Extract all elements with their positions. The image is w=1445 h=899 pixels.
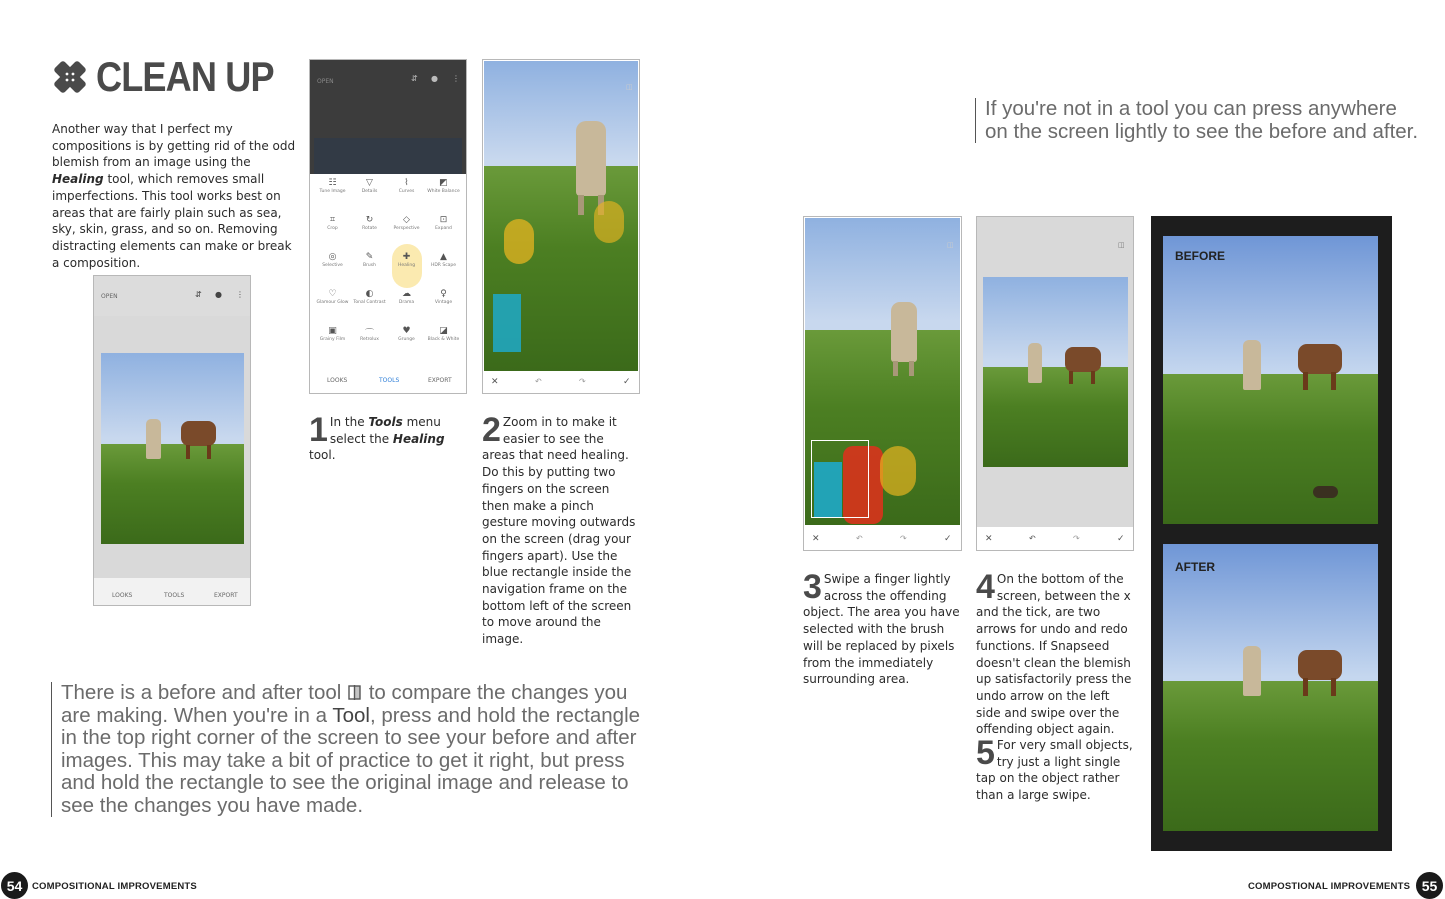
step-number: 2: [482, 411, 501, 449]
close-icon[interactable]: ✕: [491, 377, 499, 387]
intro-text-1: Another way that I perfect my compositions is by getting rid of the odd blemish from an image using the: [52, 122, 296, 170]
swipe-photo: [805, 218, 960, 525]
white-balance-icon: ◩: [439, 178, 448, 188]
step-number: 4: [976, 568, 995, 606]
tool-label: Rotate: [362, 226, 377, 231]
tool-label: Vintage: [434, 300, 453, 305]
tool-label: Crop: [327, 226, 338, 231]
tool-label: Tonal Contrast: [353, 300, 386, 305]
tab-export[interactable]: EXPORT: [214, 592, 238, 599]
compare-icon[interactable]: ◫: [1118, 241, 1125, 249]
step-1: [309, 411, 469, 464]
heal-mark-yellow: [880, 446, 916, 496]
tab-looks[interactable]: LOOKS: [327, 377, 348, 384]
undo-icon[interactable]: ↶: [856, 534, 863, 543]
tool-label: Grainy Film: [319, 337, 346, 342]
tab-tools[interactable]: TOOLS: [164, 592, 185, 599]
step-5: [976, 734, 1134, 804]
intro-text-2: tool, which removes small imperfections. This tool works best on areas that are fairly plain such as sea, sky, skin, grass, and so on. Removing distracting elements can make or break a composition.: [52, 172, 292, 270]
step-text: For very small objects, try just a light single tap on the object rather than a large swipe.: [976, 738, 1133, 803]
navigation-frame: [811, 440, 869, 518]
brush-icon: ✎: [365, 252, 374, 262]
phone-zoom-screen: [482, 59, 640, 394]
tool-label: Black & White: [427, 337, 460, 342]
tool-word: Tool: [332, 703, 370, 727]
apply-icon[interactable]: ✓: [944, 534, 952, 544]
tool-grainy-film[interactable]: [314, 326, 351, 342]
apply-icon[interactable]: ✓: [623, 377, 631, 387]
retrolux-icon: ⌒: [364, 329, 374, 339]
page-title: [52, 55, 303, 99]
info-icon[interactable]: ●: [215, 290, 222, 299]
tool-label: Brush: [363, 263, 376, 268]
tool-selective[interactable]: [314, 252, 351, 268]
tools-grid: [314, 178, 464, 368]
grunge-icon: ♥: [402, 326, 411, 336]
step-number: 5: [976, 734, 995, 772]
tool-rotate[interactable]: [351, 215, 388, 231]
step-number: 1: [309, 411, 328, 449]
info-icon[interactable]: ●: [431, 74, 438, 83]
hdr-icon: ▲: [440, 252, 447, 262]
step-text: menu select the: [329, 415, 441, 446]
step-3: [803, 568, 961, 688]
apply-icon[interactable]: ✓: [1117, 534, 1125, 544]
selective-icon: ◎: [328, 252, 337, 262]
tool-label: White Balance: [427, 189, 460, 194]
open-button[interactable]: OPEN: [317, 78, 334, 85]
quote-text: There is a before and after tool: [61, 681, 348, 704]
healing-word: Healing: [392, 431, 445, 446]
zoomed-photo: [484, 61, 638, 371]
tool-hdr[interactable]: [425, 252, 462, 268]
tool-tune[interactable]: [314, 178, 351, 194]
tool-label: Grunge: [398, 337, 415, 342]
before-photo: [1163, 236, 1378, 524]
redo-icon[interactable]: ↷: [579, 377, 586, 386]
undo-icon[interactable]: ↶: [1029, 534, 1036, 543]
redo-icon[interactable]: ↷: [900, 534, 907, 543]
after-photo: [1163, 544, 1378, 831]
tool-details[interactable]: [351, 178, 388, 194]
tool-drama[interactable]: [388, 289, 425, 305]
tab-export[interactable]: EXPORT: [428, 377, 452, 384]
phone-swipe-screen: [803, 216, 962, 551]
tool-label: Tune Image: [319, 189, 346, 194]
intro-healing-word: Healing: [52, 172, 104, 187]
open-button[interactable]: OPEN: [101, 293, 118, 300]
step-text: On the bottom of the screen, between the x and the tick, are two arrows for undo and redo functions. If Snapseed doesn't clean the blemish up satisfactorily press the undo arrow on the left side and swipe over the offending object again.: [976, 572, 1132, 737]
drama-icon: ☁: [402, 289, 411, 299]
navigation-rectangle[interactable]: [493, 294, 521, 352]
heal-mark-yellow: [504, 219, 534, 264]
tool-label: Details: [361, 189, 378, 194]
tool-label: Retrolux: [360, 337, 379, 342]
perspective-icon: ◇: [403, 215, 410, 225]
vintage-icon: ♀: [440, 289, 447, 299]
tab-tools[interactable]: TOOLS: [379, 377, 400, 384]
tool-brush[interactable]: [351, 252, 388, 268]
tab-looks[interactable]: LOOKS: [112, 592, 133, 599]
tool-label: Healing: [397, 263, 416, 268]
heal-mark-yellow: [594, 201, 624, 243]
step-text: tool.: [309, 448, 336, 463]
quote-text: , press and hold the rectangle in the top right corner of the screen to see your before and after images. This may take a bit of practice to get it right, but press and hold the rectangle to see the original image and release to see the changes you have made.: [61, 703, 641, 817]
before-after-icon[interactable]: ⇵: [195, 290, 202, 299]
before-after-icon[interactable]: ⇵: [411, 74, 418, 83]
compare-icon[interactable]: ◫: [626, 83, 633, 91]
expand-icon: ⊡: [439, 215, 448, 225]
more-icon[interactable]: ⋮: [452, 74, 460, 83]
tool-label: Perspective: [393, 226, 420, 231]
pull-quote-top: If you're not in a tool you can press anywhere on the screen lightly to see the before and after.: [975, 98, 1425, 143]
tool-vintage[interactable]: [425, 289, 462, 305]
before-after-panel: [1151, 216, 1392, 851]
tool-grunge[interactable]: [388, 326, 425, 342]
step-text: In the: [329, 415, 369, 429]
tool-label: HDR Scape: [430, 263, 457, 268]
tool-white-balance[interactable]: [425, 178, 462, 194]
redo-icon[interactable]: ↷: [1073, 534, 1080, 543]
page-number-right: 55: [1416, 872, 1443, 899]
tool-glamour-glow[interactable]: [314, 289, 351, 305]
before-label: BEFORE: [1175, 249, 1226, 263]
step-2: [482, 411, 637, 648]
phone-tools-screen: [309, 59, 467, 394]
tool-healing[interactable]: [388, 252, 425, 268]
details-icon: ▽: [366, 178, 373, 188]
bandage-icon: [52, 59, 88, 95]
tool-label: Curves: [398, 189, 415, 194]
tool-perspective[interactable]: [388, 215, 425, 231]
tool-black-white[interactable]: [425, 326, 462, 342]
quote-text: to compare the changes you are making. When you're in a: [61, 681, 628, 727]
tune-icon: ☷: [328, 178, 337, 188]
tool-label: Drama: [398, 300, 415, 305]
tool-label: Selective: [322, 263, 343, 268]
close-icon[interactable]: ✕: [812, 534, 820, 544]
crop-icon: ⌗: [329, 215, 336, 225]
step-text: Zoom in to make it easier to see the areas that need healing. Do this by putting two fingers on the screen then make a pinch gesture moving outwards on the screen (drag your fingers apart). Use the blue rectangle inside the navigation frame on the bottom left of the screen to move around the image.: [482, 415, 636, 647]
phone-main-screen: [93, 275, 251, 606]
footer-label-left: COMPOSITIONAL IMPROVEMENTS: [32, 881, 197, 892]
rotate-icon: ↻: [365, 215, 374, 225]
step-number: 3: [803, 568, 822, 606]
healing-icon: ✚: [402, 252, 411, 262]
title-text: CLEAN UP: [96, 53, 274, 100]
tool-crop[interactable]: [314, 215, 351, 231]
step-text: Swipe a finger lightly across the offending object. The area you have selected with the brush will be replaced by pixels from the immediately surrounding area.: [803, 572, 960, 687]
close-icon[interactable]: ✕: [985, 534, 993, 544]
phone-result-screen: [976, 216, 1134, 551]
glamour-glow-icon: ♡: [328, 289, 337, 299]
step-4: [976, 568, 1136, 738]
tonal-contrast-icon: ◐: [365, 289, 374, 299]
tool-label: Glamour Glow: [316, 300, 349, 305]
tool-curves[interactable]: [388, 178, 425, 194]
undo-icon[interactable]: ↶: [535, 377, 542, 386]
tools-word: Tools: [368, 415, 403, 429]
compare-icon: [347, 684, 363, 701]
tool-label: Expand: [435, 226, 452, 231]
more-icon[interactable]: ⋮: [236, 290, 244, 299]
pull-quote-bottom: [51, 682, 661, 817]
black-white-icon: ◪: [439, 326, 448, 336]
page-number-left: 54: [1, 872, 28, 899]
compare-icon[interactable]: ◫: [947, 241, 954, 249]
tool-retrolux[interactable]: [351, 326, 388, 342]
intro-paragraph: [52, 121, 300, 271]
result-photo: [983, 277, 1128, 467]
footer-label-right: COMPOSTIONAL IMPROVEMENTS: [1248, 881, 1411, 892]
pony-photo: [101, 353, 244, 544]
grainy-film-icon: ▣: [328, 326, 337, 336]
curves-icon: ⌇: [404, 178, 409, 188]
tool-tonal-contrast[interactable]: [351, 289, 388, 305]
after-label: AFTER: [1175, 560, 1215, 574]
tool-expand[interactable]: [425, 215, 462, 231]
